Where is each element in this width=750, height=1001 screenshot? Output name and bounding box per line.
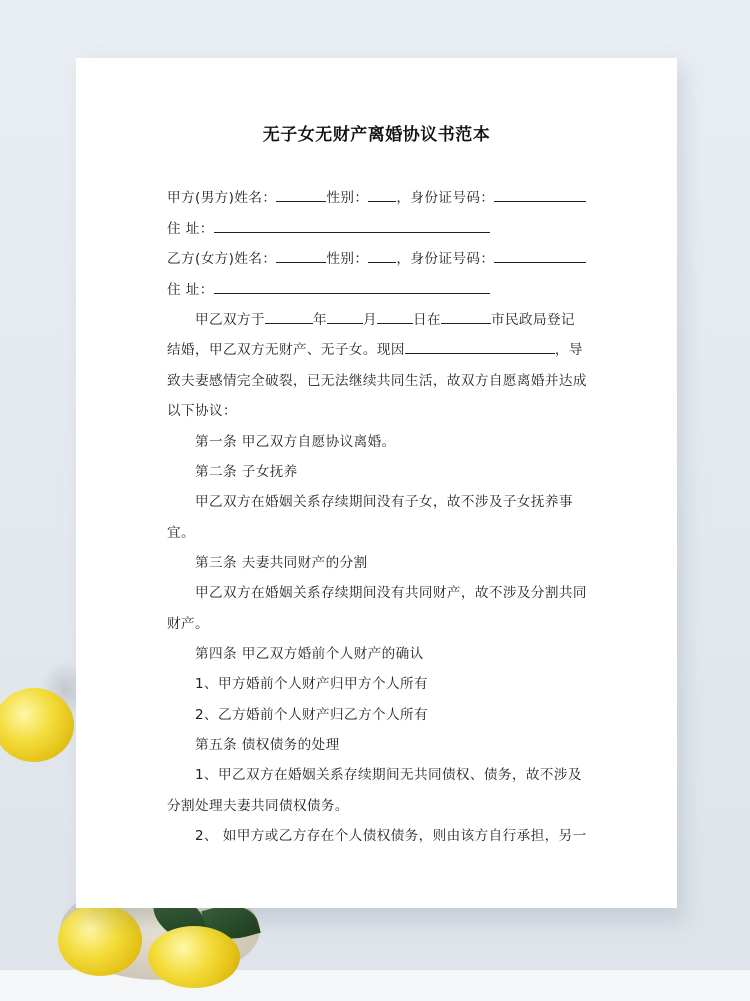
article-5-heading: 第五条 债权债务的处理 xyxy=(195,737,340,753)
article-4-item-2: 2、乙方婚前个人财产归乙方个人所有 xyxy=(195,707,428,723)
party-a-address-blank[interactable] xyxy=(214,218,490,233)
article-4-heading: 第四条 甲乙双方婚前个人财产的确认 xyxy=(195,646,424,662)
article-5-item-1: 1、甲乙双方在婚姻关系存续期间无共同债权、债务，故不涉及 xyxy=(195,767,582,783)
intro-line-3: 致夫妻感情完全破裂，已无法继续共同生活，故双方自愿离婚并达成 xyxy=(167,373,587,389)
article-1: 第一条 甲乙双方自愿协议离婚。 xyxy=(195,434,396,450)
intro-text: ，导 xyxy=(554,342,583,358)
document-page xyxy=(76,58,677,908)
month-label: 月 xyxy=(362,312,377,328)
article-3-body-cont: 财产。 xyxy=(167,616,209,632)
article-3-body: 甲乙双方在婚姻关系存续期间没有共同财产，故不涉及分割共同 xyxy=(195,585,587,601)
party-a-gender-blank[interactable] xyxy=(368,187,396,202)
document-title: 无子女无财产离婚协议书范本 xyxy=(262,125,491,145)
party-b-address-label: 住 址： xyxy=(167,282,214,298)
intro-line-2 xyxy=(167,338,587,358)
article-5-item-1-cont: 分割处理夫妻共同债权债务。 xyxy=(167,798,349,814)
party-b-row xyxy=(167,247,587,267)
party-a-name-blank[interactable] xyxy=(276,187,326,202)
lemon-image xyxy=(148,926,240,988)
party-a-address-label: 住 址： xyxy=(167,221,214,237)
intro-text: 甲乙双方于 xyxy=(195,312,265,328)
party-a-address-row xyxy=(167,217,587,237)
intro-line-1 xyxy=(195,308,587,328)
article-5-item-2: 2、 如甲方或乙方存在个人债权债务，则由该方自行承担，另一 xyxy=(195,828,587,844)
intro-text: 结婚，甲乙双方无财产、无子女。现因 xyxy=(167,342,405,358)
marriage-month-blank[interactable] xyxy=(327,309,363,324)
party-b-gender-label: 性别： xyxy=(326,251,369,267)
party-a-row xyxy=(167,186,587,206)
city-blank[interactable] xyxy=(441,309,491,324)
party-b-address-blank[interactable] xyxy=(214,279,490,294)
party-a-id-blank[interactable] xyxy=(494,187,586,202)
day-label: 日在 xyxy=(412,312,441,328)
year-label: 年 xyxy=(312,312,327,328)
party-b-id-blank[interactable] xyxy=(494,248,586,263)
party-b-name-label: 乙方(女方)姓名： xyxy=(167,251,277,267)
party-b-name-blank[interactable] xyxy=(276,248,326,263)
party-b-id-label: ，身份证号码： xyxy=(396,251,495,267)
party-a-id-label: ，身份证号码： xyxy=(396,190,495,206)
article-2-heading: 第二条 子女抚养 xyxy=(195,464,298,480)
party-b-gender-blank[interactable] xyxy=(368,248,396,263)
article-3-heading: 第三条 夫妻共同财产的分割 xyxy=(195,555,368,571)
party-a-name-label: 甲方(男方)姓名： xyxy=(167,190,277,206)
article-2-body: 甲乙双方在婚姻关系存续期间没有子女，故不涉及子女抚养事 xyxy=(195,494,573,510)
intro-line-4: 以下协议： xyxy=(167,403,237,419)
article-2-body-cont: 宜。 xyxy=(167,525,195,541)
reason-blank[interactable] xyxy=(405,339,555,354)
bureau-label: 市民政局登记 xyxy=(490,312,575,328)
marriage-day-blank[interactable] xyxy=(377,309,413,324)
party-a-gender-label: 性别： xyxy=(326,190,369,206)
party-b-address-row xyxy=(167,278,587,298)
lemon-image xyxy=(0,688,74,762)
background-band xyxy=(0,970,750,1001)
marriage-year-blank[interactable] xyxy=(265,309,313,324)
article-4-item-1: 1、甲方婚前个人财产归甲方个人所有 xyxy=(195,676,428,692)
